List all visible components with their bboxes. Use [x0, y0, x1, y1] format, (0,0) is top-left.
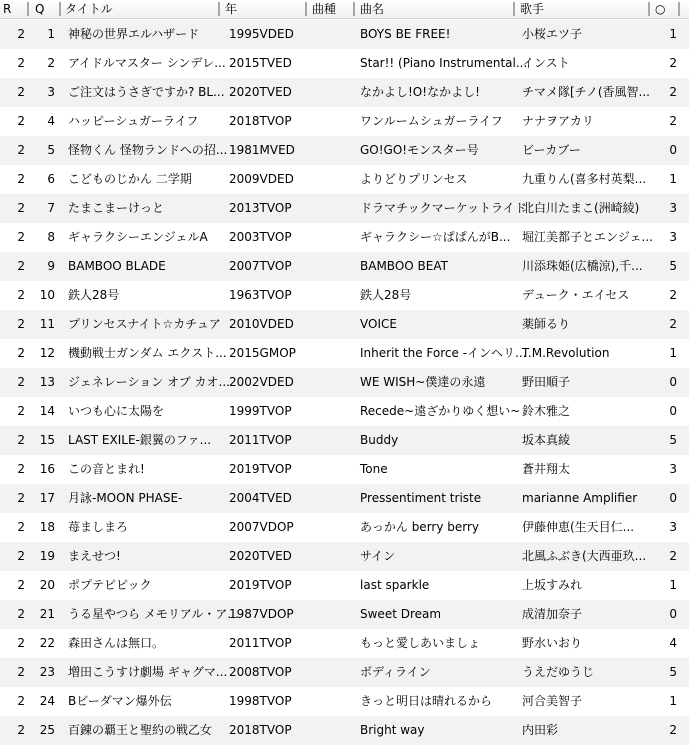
cell-r: 2 — [17, 549, 25, 563]
table-row[interactable] — [0, 716, 689, 745]
cell-genre — [313, 484, 353, 513]
cell-genre — [313, 658, 353, 687]
cell-song: BAMBOO BEAT — [360, 259, 448, 273]
cell-artist: 河合美智子 — [522, 694, 583, 708]
cell-song: ボディライン — [360, 665, 431, 679]
cell-genre — [313, 20, 353, 49]
cell-year: 2002VDED — [229, 375, 294, 389]
cell-r: 2 — [17, 520, 25, 534]
table-row[interactable] — [0, 629, 689, 658]
cell-title: 月詠-MOON PHASE- — [68, 491, 183, 505]
cell-q: 21 — [39, 607, 55, 621]
column-resize-handle[interactable] — [513, 2, 515, 16]
cell-genre — [313, 339, 353, 368]
cell-title: たまこまーけっと — [68, 201, 165, 215]
cell-genre — [313, 281, 353, 310]
cell-song: WE WISH~僕達の永遠 — [360, 375, 486, 389]
cell-song: あっかん berry berry — [360, 520, 480, 534]
cell-genre — [313, 571, 353, 600]
cell-genre — [313, 455, 353, 484]
cell-artist: 坂本真綾 — [522, 433, 571, 447]
cell-artist: marianne Amplifier — [522, 491, 638, 505]
cell-year: 2011TVOP — [229, 433, 292, 447]
cell-song: Bright way — [360, 723, 425, 737]
cell-title: 機動戦士ガンダム エクスト... — [68, 346, 227, 360]
cell-year: 2009VDED — [229, 172, 294, 186]
cell-score: 1 — [669, 27, 677, 41]
table-row[interactable] — [0, 20, 689, 49]
table-row[interactable] — [0, 78, 689, 107]
cell-song: Sweet Dream — [360, 607, 442, 621]
cell-title: LAST EXILE-銀翼のファ... — [68, 433, 212, 447]
cell-q: 19 — [39, 549, 55, 563]
cell-song: Inherit the Force -インヘリ... — [360, 346, 527, 360]
cell-title: ジェネレーション オブ カオ... — [68, 375, 230, 389]
cell-q: 8 — [47, 230, 55, 244]
cell-score: 3 — [669, 230, 677, 244]
cell-artist: 伊藤伸恵(生天目仁... — [522, 520, 635, 534]
cell-artist: 堀江美都子とエンジェ... — [522, 230, 653, 244]
table-row[interactable] — [0, 658, 689, 687]
cell-title: BAMBOO BLADE — [68, 259, 166, 273]
cell-song: よりどりプリンセス — [360, 172, 468, 186]
cell-song: きっと明日は晴れるから — [360, 694, 493, 708]
table-row[interactable] — [0, 107, 689, 136]
cell-r: 2 — [17, 230, 25, 244]
cell-artist: ビーカブー — [522, 143, 581, 157]
cell-year: 1998TVOP — [229, 694, 292, 708]
table-row[interactable] — [0, 252, 689, 281]
cell-year: 1995VDED — [229, 27, 294, 41]
cell-score: 0 — [669, 375, 677, 389]
cell-r: 2 — [17, 172, 25, 186]
cell-year: 2018TVOP — [229, 723, 292, 737]
cell-q: 13 — [39, 375, 55, 389]
table-row[interactable] — [0, 455, 689, 484]
table-row[interactable] — [0, 281, 689, 310]
cell-r: 2 — [17, 201, 25, 215]
cell-score: 4 — [669, 636, 677, 650]
cell-song: last sparkle — [360, 578, 430, 592]
cell-song: なかよし!O!なかよし! — [360, 85, 480, 99]
cell-genre — [313, 194, 353, 223]
table-row[interactable] — [0, 194, 689, 223]
cell-song: 鉄人28号 — [360, 288, 412, 302]
cell-r: 2 — [17, 462, 25, 476]
cell-song: GO!GO!モンスター号 — [360, 143, 479, 157]
column-header-genre[interactable]: 曲種 — [312, 2, 337, 16]
cell-title: こどものじかん 二学期 — [68, 172, 192, 186]
cell-artist: 野水いおり — [522, 636, 583, 650]
table-row[interactable] — [0, 223, 689, 252]
cell-r: 2 — [17, 259, 25, 273]
cell-q: 20 — [39, 578, 55, 592]
cell-q: 7 — [47, 201, 55, 215]
cell-artist: 鈴木雅之 — [522, 404, 571, 418]
cell-score: 1 — [669, 172, 677, 186]
cell-genre — [313, 716, 353, 745]
cell-artist: インスト — [522, 56, 570, 70]
table-row[interactable] — [0, 484, 689, 513]
cell-title: この音とまれ! — [68, 462, 145, 476]
cell-score: 3 — [669, 520, 677, 534]
cell-title: ハッピーシュガーライフ — [68, 114, 199, 128]
cell-song: ワンルームシュガーライフ — [360, 114, 503, 128]
cell-genre — [313, 687, 353, 716]
cell-q: 18 — [39, 520, 55, 534]
cell-title: 怪物くん 怪物ランドへの招... — [68, 143, 228, 157]
column-header-bar — [0, 0, 689, 19]
cell-genre — [313, 629, 353, 658]
cell-artist: 成清加奈子 — [522, 607, 583, 621]
cell-score: 2 — [669, 85, 677, 99]
cell-song: ギャラクシー☆ぱぱんがB... — [360, 230, 511, 244]
cell-title: ポプテピピック — [68, 578, 152, 592]
cell-score: 0 — [669, 143, 677, 157]
cell-year: 2004TVED — [229, 491, 292, 505]
cell-q: 5 — [47, 143, 55, 157]
cell-r: 2 — [17, 433, 25, 447]
cell-q: 4 — [47, 114, 55, 128]
cell-artist: 北風ふぶき(大西亜玖... — [522, 549, 647, 563]
table-row[interactable] — [0, 687, 689, 716]
cell-r: 2 — [17, 288, 25, 302]
cell-genre — [313, 397, 353, 426]
cell-artist: 野田順子 — [522, 375, 571, 389]
cell-artist: 九重りん(喜多村英梨... — [522, 172, 647, 186]
cell-q: 12 — [39, 346, 55, 360]
cell-song: VOICE — [360, 317, 397, 331]
cell-score: 2 — [669, 56, 677, 70]
cell-r: 2 — [17, 578, 25, 592]
cell-artist: 小桜エツ子 — [522, 27, 583, 41]
cell-year: 2015GMOP — [229, 346, 296, 360]
cell-year: 1999TVOP — [229, 404, 292, 418]
cell-year: 2020TVED — [229, 85, 292, 99]
cell-title: 神秘の世界エルハザード — [68, 27, 200, 41]
cell-title: 苺ましまろ — [68, 520, 129, 534]
cell-r: 2 — [17, 346, 25, 360]
cell-artist: ナナヲアカリ — [522, 114, 594, 128]
cell-year: 2019TVOP — [229, 462, 292, 476]
cell-song: Pressentiment triste — [360, 491, 482, 505]
table-row[interactable] — [0, 542, 689, 571]
cell-title: ご注文はうさぎですか? BL... — [68, 85, 225, 99]
cell-genre — [313, 165, 353, 194]
table-row[interactable] — [0, 513, 689, 542]
column-header-song[interactable]: 曲名 — [360, 2, 385, 16]
cell-genre — [313, 49, 353, 78]
table-row[interactable] — [0, 136, 689, 165]
cell-score: 5 — [669, 259, 677, 273]
cell-score: 0 — [669, 607, 677, 621]
cell-genre — [313, 513, 353, 542]
cell-year: 1987VDOP — [229, 607, 294, 621]
cell-genre — [313, 542, 353, 571]
cell-q: 3 — [47, 85, 55, 99]
cell-q: 24 — [39, 694, 55, 708]
cell-q: 1 — [47, 27, 55, 41]
cell-artist: T.M.Revolution — [522, 346, 610, 360]
cell-year: 2020TVED — [229, 549, 292, 563]
cell-song: Buddy — [360, 433, 399, 447]
table-row[interactable] — [0, 49, 689, 78]
cell-song: サイン — [360, 549, 396, 563]
cell-r: 2 — [17, 636, 25, 650]
cell-score: 1 — [669, 578, 677, 592]
cell-genre — [313, 223, 353, 252]
cell-year: 2019TVOP — [229, 578, 292, 592]
column-header-title[interactable]: タイトル — [65, 2, 113, 16]
cell-title: 森田さんは無口。 — [68, 636, 165, 650]
cell-r: 2 — [17, 404, 25, 418]
cell-genre — [313, 600, 353, 629]
cell-artist: 内田彩 — [522, 723, 559, 737]
cell-song: BOYS BE FREE! — [360, 27, 451, 41]
column-resize-handle[interactable] — [678, 2, 680, 16]
cell-r: 2 — [17, 491, 25, 505]
cell-song: Star!! (Piano Instrumental... — [360, 56, 528, 70]
cell-r: 2 — [17, 723, 25, 737]
cell-artist: チマメ隊[チノ(香風智... — [522, 85, 650, 99]
cell-title: 増田こうすけ劇場 ギャグマ... — [68, 665, 228, 679]
cell-artist: 上坂すみれ — [522, 578, 583, 592]
column-resize-handle[interactable] — [305, 2, 307, 16]
column-resize-handle[interactable] — [353, 2, 355, 16]
cell-score: 0 — [669, 491, 677, 505]
cell-score: 3 — [669, 462, 677, 476]
cell-q: 11 — [39, 317, 55, 331]
cell-q: 25 — [39, 723, 55, 737]
cell-r: 2 — [17, 114, 25, 128]
cell-genre — [313, 252, 353, 281]
table-row[interactable] — [0, 397, 689, 426]
cell-artist: うえだゆうじ — [522, 665, 595, 679]
column-header-score[interactable]: ○ — [655, 2, 666, 16]
column-resize-handle[interactable] — [218, 2, 220, 16]
column-header-q[interactable]: Q — [35, 2, 45, 16]
cell-score: 5 — [669, 433, 677, 447]
cell-title: Bビーダマン爆外伝 — [68, 694, 172, 708]
cell-r: 2 — [17, 317, 25, 331]
cell-year: 2011TVOP — [229, 636, 292, 650]
cell-song: ドラマチックマーケットライド — [360, 201, 527, 215]
cell-score: 2 — [669, 114, 677, 128]
cell-score: 1 — [669, 346, 677, 360]
cell-q: 2 — [47, 56, 55, 70]
cell-q: 23 — [39, 665, 55, 679]
cell-r: 2 — [17, 85, 25, 99]
cell-q: 15 — [39, 433, 55, 447]
cell-song: Recede~遠ざかりゆく想い~ — [360, 404, 521, 418]
cell-genre — [313, 78, 353, 107]
cell-r: 2 — [17, 607, 25, 621]
cell-year: 1981MVED — [229, 143, 295, 157]
cell-year: 2008TVOP — [229, 665, 292, 679]
column-header-artist[interactable]: 歌手 — [520, 2, 545, 16]
cell-q: 14 — [39, 404, 55, 418]
column-resize-handle[interactable] — [648, 2, 650, 16]
cell-q: 9 — [47, 259, 55, 273]
cell-year: 2013TVOP — [229, 201, 292, 215]
cell-title: いつも心に太陽を — [68, 404, 165, 418]
table-row[interactable] — [0, 600, 689, 629]
cell-artist: 蒼井翔太 — [522, 462, 571, 476]
column-header-year[interactable]: 年 — [225, 2, 238, 16]
cell-artist: 薬師るり — [522, 317, 571, 331]
cell-artist: 北白川たまこ(洲崎綾) — [522, 201, 640, 215]
table-row[interactable] — [0, 426, 689, 455]
cell-r: 2 — [17, 27, 25, 41]
cell-score: 2 — [669, 723, 677, 737]
cell-score: 5 — [669, 665, 677, 679]
cell-artist: デューク・エイセス — [522, 288, 630, 302]
cell-year: 2018TVOP — [229, 114, 292, 128]
cell-year: 1963TVOP — [229, 288, 292, 302]
cell-song: もっと愛しあいましょ — [360, 636, 481, 650]
table-row[interactable] — [0, 368, 689, 397]
cell-genre — [313, 107, 353, 136]
cell-r: 2 — [17, 375, 25, 389]
cell-genre — [313, 426, 353, 455]
cell-genre — [313, 310, 353, 339]
cell-year: 2015TVED — [229, 56, 292, 70]
cell-q: 6 — [47, 172, 55, 186]
column-resize-handle[interactable] — [27, 2, 29, 16]
cell-title: まえせつ! — [68, 549, 121, 563]
cell-score: 0 — [669, 404, 677, 418]
cell-score: 3 — [669, 201, 677, 215]
table-row[interactable] — [0, 571, 689, 600]
cell-title: 鉄人28号 — [68, 288, 120, 302]
cell-title: プリンセスナイト☆カチュア — [68, 317, 221, 331]
cell-artist: 川添珠姫(広橋涼),千... — [522, 259, 643, 273]
column-resize-handle[interactable] — [59, 2, 61, 16]
cell-song: Tone — [360, 462, 388, 476]
cell-year: 2003TVOP — [229, 230, 292, 244]
cell-title: ギャラクシーエンジェルA — [68, 230, 208, 244]
cell-r: 2 — [17, 694, 25, 708]
cell-year: 2007VDOP — [229, 520, 294, 534]
cell-year: 2007TVOP — [229, 259, 292, 273]
cell-q: 10 — [39, 288, 55, 302]
cell-score: 2 — [669, 549, 677, 563]
cell-genre — [313, 136, 353, 165]
cell-q: 17 — [39, 491, 55, 505]
cell-title: うる星やつら メモリアル・ア... — [68, 607, 239, 621]
table-row[interactable] — [0, 165, 689, 194]
cell-score: 1 — [669, 694, 677, 708]
cell-q: 22 — [39, 636, 55, 650]
cell-r: 2 — [17, 56, 25, 70]
cell-r: 2 — [17, 665, 25, 679]
cell-score: 2 — [669, 317, 677, 331]
cell-genre — [313, 368, 353, 397]
cell-year: 2010VDED — [229, 317, 294, 331]
table-row[interactable] — [0, 339, 689, 368]
table-row[interactable] — [0, 310, 689, 339]
cell-score: 2 — [669, 288, 677, 302]
cell-q: 16 — [39, 462, 55, 476]
column-header-r[interactable]: R — [3, 2, 12, 16]
cell-title: アイドルマスター シンデレ... — [68, 56, 226, 70]
cell-title: 百錬の覇王と聖約の戦乙女 — [68, 723, 213, 737]
cell-r: 2 — [17, 143, 25, 157]
